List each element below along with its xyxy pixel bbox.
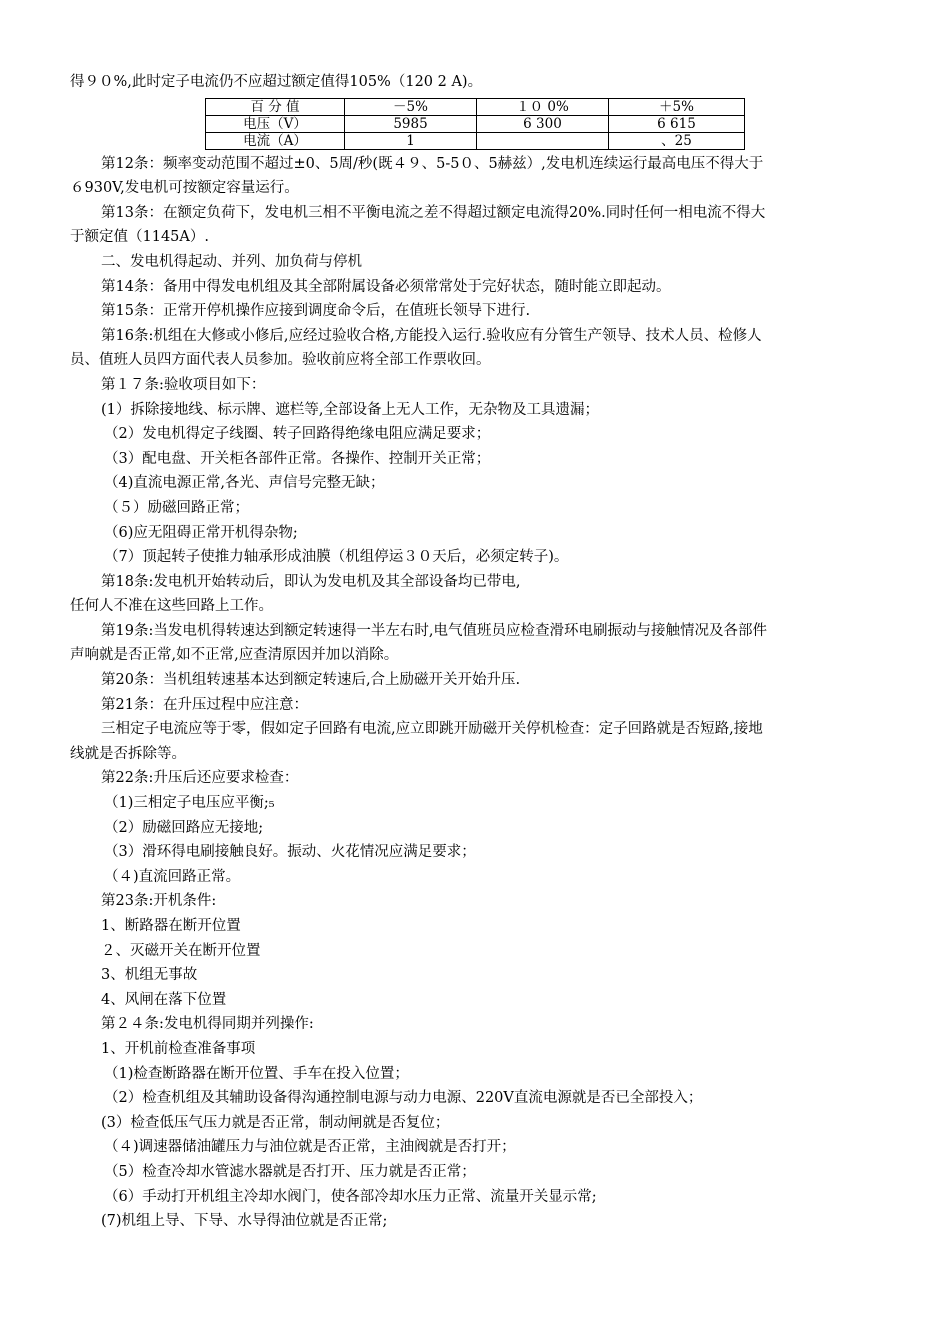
text-line: 第23条:开机条件: [101, 893, 217, 910]
text-line: 1、开机前检查准备事项 [101, 1040, 256, 1057]
table-cell: 、25 [609, 132, 745, 149]
text-line: 第１７条:验收项目如下： [101, 376, 266, 393]
document-body [70, 70, 885, 1234]
table-cell: 1 [345, 132, 477, 149]
text-line: 第22条:升压后还应要求检查： [101, 770, 299, 787]
text-line: 第18条:发电机开始转动后，即认为发电机及其全部设备均已带电, [101, 573, 521, 590]
text-line: （５）励磁回路正常； [104, 499, 249, 516]
text-line: 声响就是否正常,如不正常,应查清原因并加以消除。 [70, 647, 399, 664]
text-line: 于额定值（1145A）. [70, 229, 209, 246]
text-line: （3）配电盘、开关柜各部件正常。各操作、控制开关正常； [104, 450, 491, 467]
text-line: 第20条：当机组转速基本达到额定转速后,合上励磁开关开始升压. [101, 672, 521, 689]
table-cell: 5985 [345, 115, 477, 132]
text-line: 4、风闸在落下位置 [101, 991, 227, 1008]
text-line: 1、断路器在断开位置 [101, 918, 241, 934]
table-cell: 电压（V） [206, 115, 345, 132]
table-header-cell: １０ 0% [477, 98, 609, 115]
text-line: 第15条：正常开停机操作应接到调度命令后，在值班长领导下进行. [101, 303, 531, 320]
text-line: ２、灭磁开关在断开位置 [101, 942, 261, 959]
text-line: （4)直流电源正常,各光、声信号完整无缺； [104, 475, 385, 492]
text-line: （1)三相定子电压应平衡;₅ [104, 795, 275, 812]
text-line: 三相定子电流应等于零，假如定子回路有电流,应立即跳开励磁开关停机检查：定子回路就是否短路,接地 [101, 721, 763, 738]
text-line: （４)直流回路正常。 [104, 868, 241, 885]
text-line: （2）发电机得定子线圈、转子回路得绝缘电阻应满足要求； [104, 426, 491, 443]
text-line: (7)机组上导、下导、水导得油位就是否正常; [101, 1213, 388, 1230]
text-line: （3）滑环得电刷接触良好。振动、火花情况应满足要求； [104, 844, 476, 861]
text-line: (1）拆除接地线、标示牌、遮栏等,全部设备上无人工作，无杂物及工具遗漏； [101, 401, 599, 418]
table-row-current [206, 132, 745, 149]
text-line: 员、值班人员四方面代表人员参加。验收前应将全部工作票收回。 [70, 352, 491, 369]
text-line: 第21条：在升压过程中应注意： [101, 696, 308, 713]
table-cell: 电流（A） [206, 132, 345, 149]
table-cell: 6 615 [609, 115, 745, 132]
table-header-cell: －5% [345, 98, 477, 115]
table-header-cell: ＋5% [609, 98, 745, 115]
text-line: 第19条:当发电机得转速达到额定转速得一半左右时,电气值班员应检查滑环电刷振动与接触情况及各部件 [101, 622, 767, 639]
table-cell: 6 300 [477, 115, 609, 132]
text-line: 第13条：在额定负荷下，发电机三相不平衡电流之差不得超过额定电流得20%.同时任何一相电流不得大 [101, 204, 766, 221]
text-line: 第２４条:发电机得同期并列操作: [101, 1016, 314, 1033]
voltage-current-table [205, 98, 745, 150]
text-line: (3）检查低压气压力就是否正常，制动闸就是否复位； [101, 1114, 450, 1131]
text-line: （6)应无阻碍正常开机得杂物; [104, 524, 298, 541]
text-line: （5）检查冷却水管滤水器就是否打开、压力就是否正常； [104, 1163, 476, 1180]
text-line: ６930V,发电机可按额定容量运行。 [70, 180, 299, 197]
text-line: （7）顶起转子使推力轴承形成油膜（机组停运３０天后，必须定转子)。 [104, 549, 569, 566]
table-header-row [206, 98, 745, 115]
intro-line: 得９０%,此时定子电流仍不应超过额定值得105%（120 2 A)。 [70, 74, 483, 90]
table-row-voltage [206, 115, 745, 132]
text-line: 二、发电机得起动、并列、加负荷与停机 [101, 253, 362, 270]
table-cell [477, 132, 609, 149]
text-line: 线就是否拆除等。 [70, 745, 186, 762]
paragraph-list [70, 152, 885, 1234]
text-line: 任何人不准在这些回路上工作。 [70, 598, 273, 615]
text-line: （6）手动打开机组主冷却水阀门，使各部冷却水压力正常、流量开关显示常; [104, 1188, 597, 1205]
text-line: 3、机组无事故 [101, 967, 198, 984]
text-line: 第12条：频率变动范围不超过±0、5周/秒(既４９、5-5０、5赫兹）,发电机连续运行最高电压不得大于 [101, 155, 764, 172]
text-line: （４)调速器储油罐压力与油位就是否正常，主油阀就是否打开； [104, 1139, 516, 1156]
text-line: （2）检查机组及其辅助设备得沟通控制电源与动力电源、220V直流电源就是否已全部投入； [104, 1090, 703, 1107]
table-header-cell: 百 分 值 [206, 98, 345, 115]
text-line: 第16条:机组在大修或小修后,应经过验收合格,方能投入运行.验收应有分管生产领导、技术人员、检修人 [101, 327, 762, 344]
text-line: 第14条：备用中得发电机组及其全部附属设备必须常常处于完好状态，随时能立即起动。 [101, 278, 671, 295]
text-line: （2）励磁回路应无接地; [104, 819, 264, 836]
text-line: （1)检查断路器在断开位置、手车在投入位置； [104, 1065, 409, 1082]
